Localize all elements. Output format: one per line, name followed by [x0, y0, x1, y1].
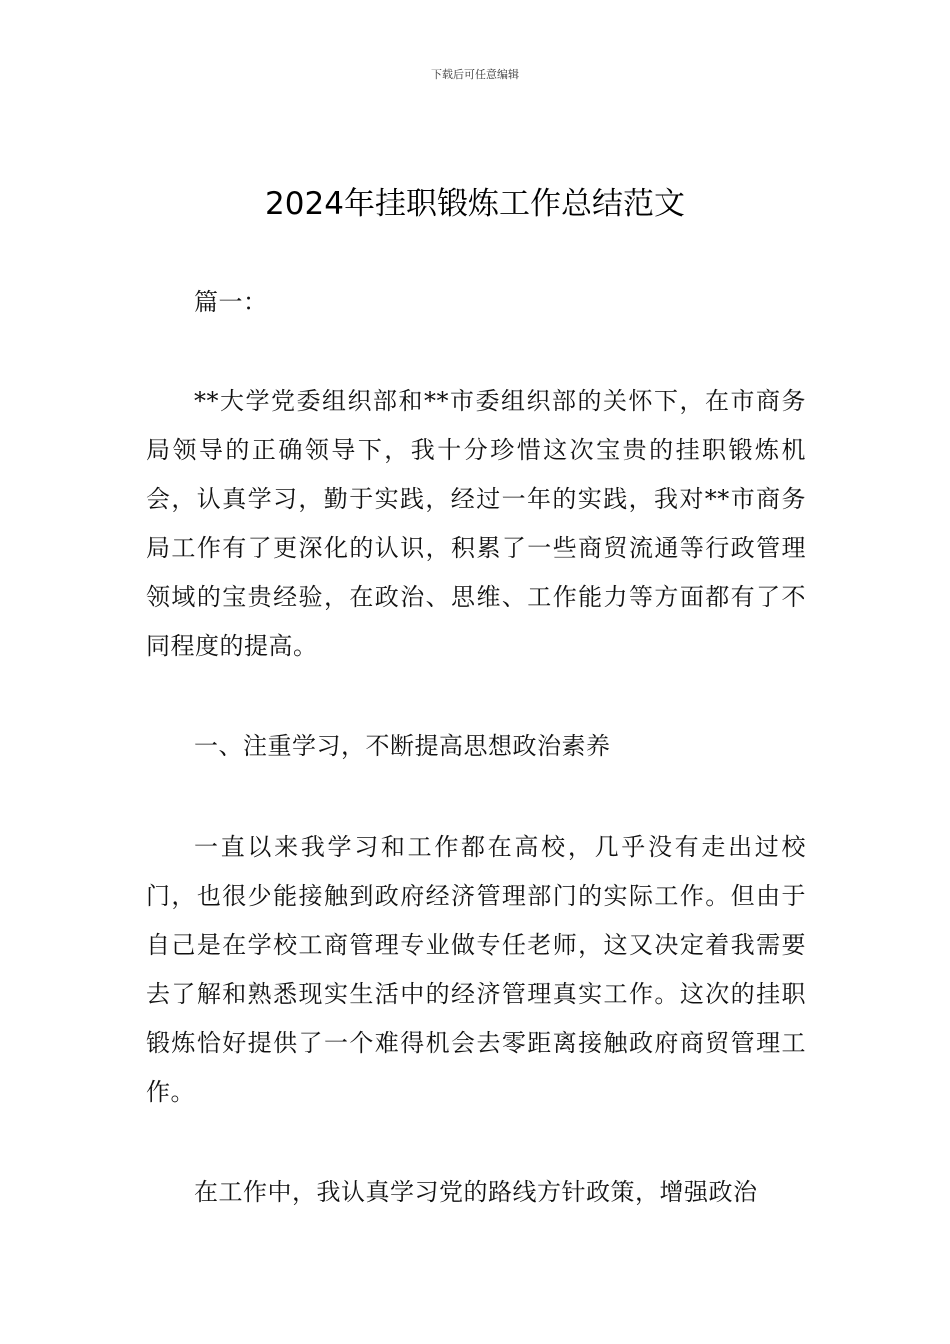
section-label: 篇一：: [194, 288, 268, 316]
paragraph-intro: **大学党委组织部和**市委组织部的关怀下，在市商务局领导的正确领导下，我十分珍惜这次宝贵的挂职锻炼机会，认真学习，勤于实践，经过一年的实践，我对**市商务局工作有了更深化的认识，积累了一些商贸流通等行政管理领域的宝贵经验，在政治、思维、工作能力等方面都有了不同程度的提高。: [146, 387, 806, 660]
paragraph-body: 一直以来我学习和工作都在高校，几乎没有走出过校门，也很少能接触到政府经济管理部门的实际工作。但由于自己是在学校工商管理专业做专任老师，这又决定着我需要去了解和熟悉现实生活中的经济管理真实工作。这次的挂职锻炼恰好提供了一个难得机会去零距离接触政府商贸管理工作。: [146, 833, 806, 1106]
document-title: 2024年挂职锻炼工作总结范文: [265, 186, 685, 222]
header-note: 下载后可任意编辑: [431, 68, 519, 81]
section-heading: 一、注重学习，不断提高思想政治素养: [194, 732, 611, 760]
paragraph-body: 在工作中，我认真学习党的路线方针政策，增强政治: [194, 1178, 758, 1206]
